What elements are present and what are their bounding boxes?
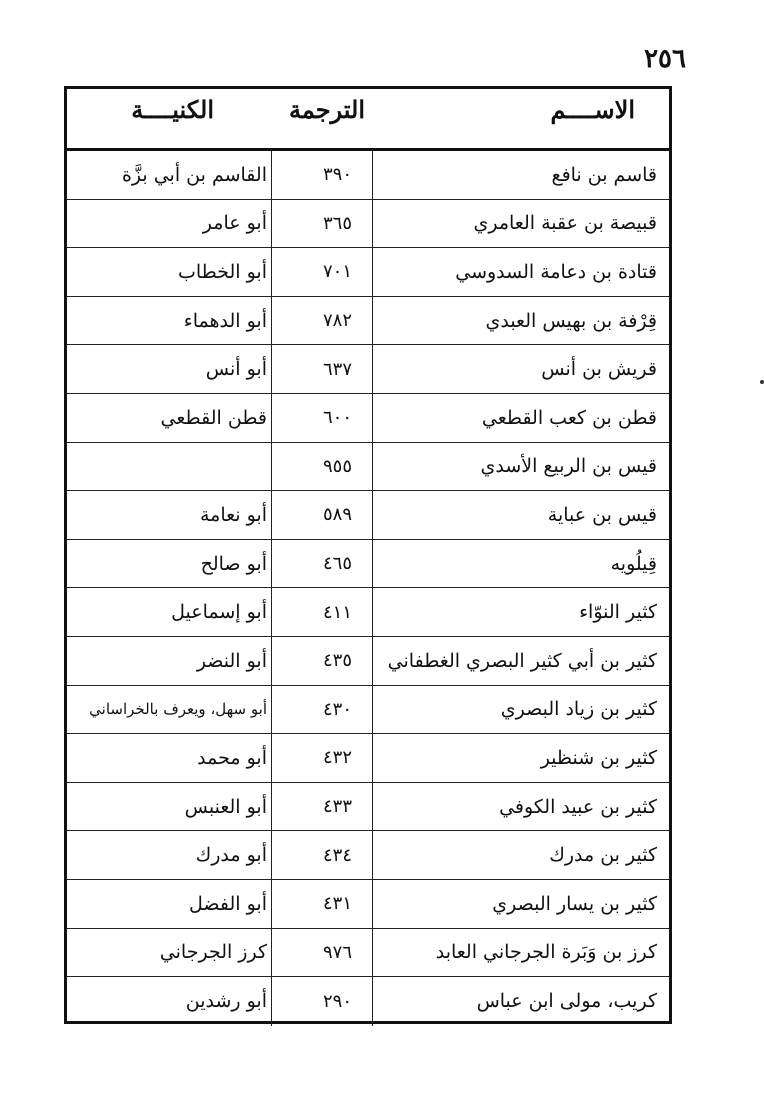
cell-tarjama-number: ٤٣٠ [271, 686, 373, 734]
table-row [67, 491, 669, 540]
cell-kunya: أبو الخطاب [177, 260, 267, 283]
cell-tarjama-number: ٩٧٦ [271, 929, 373, 977]
cell-name: كثير بن أبي كثير البصري الغطفاني [387, 649, 657, 672]
cell-name: قِيلُويه [610, 552, 657, 575]
cell-name: قِرْفة بن بهيس العبدي [485, 309, 657, 332]
cell-kunya: أبو النضر [196, 649, 267, 672]
cell-tarjama-number: ٤٦٥ [271, 540, 373, 588]
cell-tarjama-number: ٧٨٢ [271, 297, 373, 345]
cell-kunya: أبو إسماعيل [171, 601, 267, 624]
header-name: الاســــم [550, 95, 635, 124]
table-row [67, 394, 669, 443]
cell-name: كثير النوّاء [579, 601, 657, 624]
table-row [67, 443, 669, 492]
cell-tarjama-number: ٤٣٤ [271, 831, 373, 879]
cell-name: قتادة بن دعامة السدوسي [455, 260, 657, 283]
cell-name: كثير بن يسار البصري [492, 892, 657, 915]
cell-name: قاسم بن نافع [551, 163, 657, 186]
table-row [67, 929, 669, 978]
cell-name: كثير بن عبيد الكوفي [499, 795, 657, 818]
cell-tarjama-number: ٤٣٥ [271, 637, 373, 685]
table-row [67, 200, 669, 249]
cell-kunya: أبو أنس [205, 358, 267, 381]
cell-kunya: أبو عامر [202, 212, 267, 235]
cell-name: قيس بن الربيع الأسدي [480, 455, 657, 478]
cell-tarjama-number: ٩٥٥ [271, 443, 373, 491]
cell-tarjama-number: ٢٩٠ [271, 977, 373, 1026]
table-header [67, 89, 669, 151]
cell-kunya: أبو مدرك [195, 844, 267, 867]
cell-name: قريش بن أنس [541, 358, 657, 381]
cell-kunya: كرز الجرجاني [159, 941, 267, 964]
page-number: ٢٥٦ [644, 44, 686, 74]
cell-kunya: أبو الدهماء [183, 309, 267, 332]
cell-tarjama-number: ٤٣٢ [271, 734, 373, 782]
table-row [67, 588, 669, 637]
table-row [67, 734, 669, 783]
margin-mark [760, 380, 764, 384]
cell-kunya: أبو نعامة [199, 503, 267, 526]
header-kunya: الكنيــــة [131, 95, 214, 124]
cell-name: قيس بن عباية [547, 503, 657, 526]
table-row [67, 345, 669, 394]
table-row [67, 248, 669, 297]
cell-name: قبيصة بن عقبة العامري [473, 212, 657, 235]
cell-tarjama-number: ٧٠١ [271, 248, 373, 296]
header-tarjama: الترجمة [288, 95, 365, 124]
cell-tarjama-number: ٤٣١ [271, 880, 373, 928]
cell-name: كريب، مولى ابن عباس [476, 990, 657, 1013]
table-row [67, 686, 669, 735]
cell-tarjama-number: ٣٦٥ [271, 200, 373, 248]
cell-kunya: أبو سهل، ويعرف بالخراساني [89, 700, 267, 719]
cell-tarjama-number: ٣٩٠ [271, 151, 373, 199]
table-row [67, 151, 669, 200]
table-row [67, 831, 669, 880]
cell-kunya: أبو رشدين [185, 990, 267, 1013]
cell-kunya: أبو صالح [200, 552, 267, 575]
cell-name: كثير بن زياد البصري [500, 698, 657, 721]
cell-kunya: القاسم بن أبي بزَّة [121, 163, 267, 186]
cell-name: كرز بن وَبَرة الجرجاني العابد [435, 941, 657, 964]
table-row [67, 540, 669, 589]
cell-kunya: أبو الفضل [189, 892, 267, 915]
cell-name: قطن بن كعب القطعي [481, 406, 657, 429]
table-row [67, 637, 669, 686]
cell-kunya: قطن القطعي [160, 406, 267, 429]
table-row [67, 880, 669, 929]
cell-tarjama-number: ٤١١ [271, 588, 373, 636]
table-body [67, 151, 669, 1021]
index-table [64, 86, 672, 1024]
table-row [67, 783, 669, 832]
cell-kunya [67, 443, 271, 491]
cell-kunya: أبو محمد [197, 746, 267, 769]
cell-name: كثير بن مدرك [549, 844, 657, 867]
cell-tarjama-number: ٤٣٣ [271, 783, 373, 831]
cell-tarjama-number: ٥٨٩ [271, 491, 373, 539]
table-row [67, 297, 669, 346]
cell-tarjama-number: ٦٣٧ [271, 345, 373, 393]
cell-name: كثير بن شنظير [540, 746, 657, 769]
table-row [67, 977, 669, 1026]
cell-tarjama-number: ٦٠٠ [271, 394, 373, 442]
cell-kunya: أبو العنبس [184, 795, 267, 818]
